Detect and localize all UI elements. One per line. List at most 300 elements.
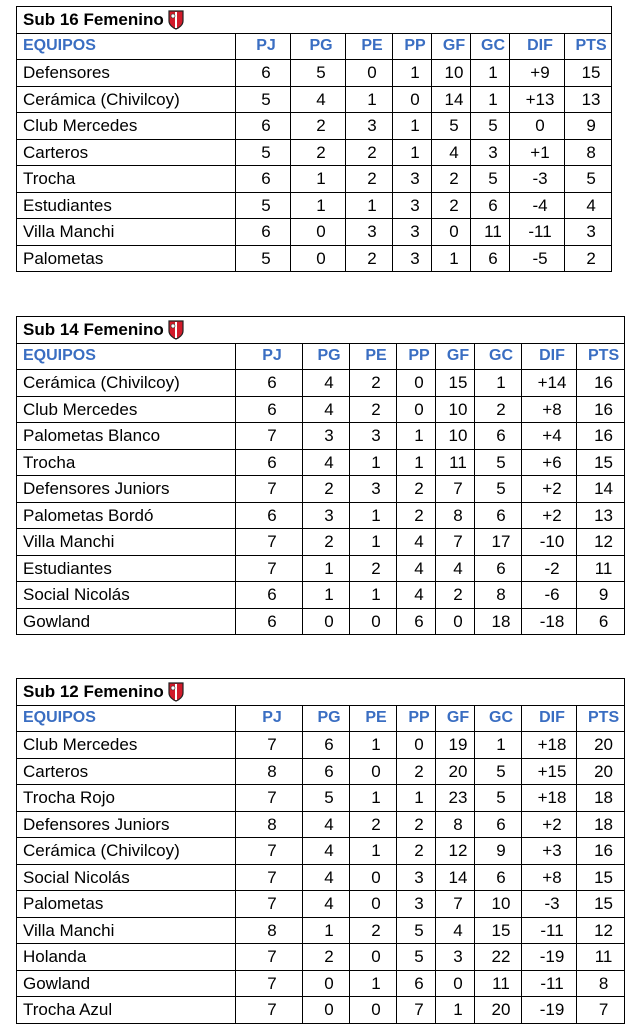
played: 7 bbox=[236, 944, 303, 971]
table-title-cell bbox=[17, 7, 612, 34]
goals-for: 2 bbox=[432, 166, 471, 193]
goal-diff: -19 bbox=[522, 997, 577, 1024]
col-header-gc: GC bbox=[471, 33, 510, 60]
played: 6 bbox=[236, 396, 303, 423]
col-header-pts: PTS bbox=[565, 33, 612, 60]
team-name: Villa Manchi bbox=[17, 917, 236, 944]
header-row bbox=[17, 705, 625, 732]
won: 2 bbox=[303, 529, 350, 556]
won: 1 bbox=[291, 192, 346, 219]
won: 2 bbox=[291, 113, 346, 140]
header-row-group bbox=[17, 705, 625, 732]
col-header-dif: DIF bbox=[510, 33, 565, 60]
team-name: Holanda bbox=[17, 944, 236, 971]
team-name: Defensores bbox=[17, 60, 236, 87]
won: 1 bbox=[303, 917, 350, 944]
points: 5 bbox=[565, 166, 612, 193]
played: 7 bbox=[236, 476, 303, 503]
drawn: 2 bbox=[350, 811, 397, 838]
col-header-pg: PG bbox=[291, 33, 346, 60]
goal-diff: -3 bbox=[510, 166, 565, 193]
goals-against: 2 bbox=[475, 396, 522, 423]
played: 7 bbox=[236, 970, 303, 997]
goal-diff: +18 bbox=[522, 732, 577, 759]
lost: 6 bbox=[397, 608, 436, 635]
col-header-pp: PP bbox=[397, 705, 436, 732]
team-name: Club Mercedes bbox=[17, 113, 236, 140]
drawn: 1 bbox=[346, 192, 393, 219]
won: 3 bbox=[303, 502, 350, 529]
won: 0 bbox=[303, 997, 350, 1024]
goal-diff: +9 bbox=[510, 60, 565, 87]
goals-against: 5 bbox=[475, 785, 522, 812]
table-body bbox=[17, 370, 625, 635]
team-name: Estudiantes bbox=[17, 555, 236, 582]
goals-for: 0 bbox=[436, 970, 475, 997]
lost: 1 bbox=[393, 60, 432, 87]
col-header-gf: GF bbox=[436, 343, 475, 370]
team-name: Palometas Bordó bbox=[17, 502, 236, 529]
goals-for: 10 bbox=[432, 60, 471, 87]
won: 4 bbox=[303, 811, 350, 838]
goal-diff: +2 bbox=[522, 502, 577, 529]
goals-against: 5 bbox=[475, 449, 522, 476]
goals-for: 12 bbox=[436, 838, 475, 865]
goals-against: 11 bbox=[471, 219, 510, 246]
goals-against: 17 bbox=[475, 529, 522, 556]
table-title-cell bbox=[17, 317, 625, 344]
lost: 3 bbox=[393, 245, 432, 272]
table-row bbox=[17, 785, 625, 812]
played: 7 bbox=[236, 423, 303, 450]
team-name: Social Nicolás bbox=[17, 582, 236, 609]
table-row bbox=[17, 245, 612, 272]
team-name: Villa Manchi bbox=[17, 529, 236, 556]
table-row bbox=[17, 864, 625, 891]
goals-for: 1 bbox=[436, 997, 475, 1024]
table-row bbox=[17, 944, 625, 971]
drawn: 1 bbox=[350, 838, 397, 865]
lost: 2 bbox=[397, 758, 436, 785]
drawn: 1 bbox=[350, 529, 397, 556]
goals-against: 11 bbox=[475, 970, 522, 997]
goals-against: 1 bbox=[471, 60, 510, 87]
points: 3 bbox=[565, 219, 612, 246]
points: 7 bbox=[577, 997, 625, 1024]
played: 6 bbox=[236, 502, 303, 529]
goals-against: 6 bbox=[471, 245, 510, 272]
col-header-gc: GC bbox=[475, 705, 522, 732]
goals-against: 6 bbox=[475, 864, 522, 891]
goals-for: 4 bbox=[436, 917, 475, 944]
table-row bbox=[17, 997, 625, 1024]
team-name: Gowland bbox=[17, 608, 236, 635]
drawn: 3 bbox=[346, 113, 393, 140]
team-name: Cerámica (Chivilcoy) bbox=[17, 838, 236, 865]
points: 6 bbox=[577, 608, 625, 635]
col-header-pg: PG bbox=[303, 343, 350, 370]
goal-diff: -11 bbox=[522, 917, 577, 944]
team-name: Palometas Blanco bbox=[17, 423, 236, 450]
played: 6 bbox=[236, 113, 291, 140]
goal-diff: -11 bbox=[522, 970, 577, 997]
drawn: 0 bbox=[350, 864, 397, 891]
table-row bbox=[17, 502, 625, 529]
goals-for: 0 bbox=[432, 219, 471, 246]
goals-against: 6 bbox=[475, 502, 522, 529]
col-header-dif: DIF bbox=[522, 343, 577, 370]
team-name: Defensores Juniors bbox=[17, 811, 236, 838]
played: 7 bbox=[236, 997, 303, 1024]
col-header-pts: PTS bbox=[577, 705, 625, 732]
goal-diff: +8 bbox=[522, 864, 577, 891]
goals-against: 20 bbox=[475, 997, 522, 1024]
goals-against: 15 bbox=[475, 917, 522, 944]
club-shield-icon bbox=[168, 682, 184, 702]
won: 5 bbox=[303, 785, 350, 812]
col-header-pp: PP bbox=[397, 343, 436, 370]
goals-for: 2 bbox=[436, 582, 475, 609]
lost: 7 bbox=[397, 997, 436, 1024]
lost: 0 bbox=[393, 86, 432, 113]
team-name: Social Nicolás bbox=[17, 864, 236, 891]
drawn: 3 bbox=[346, 219, 393, 246]
table-row bbox=[17, 166, 612, 193]
drawn: 2 bbox=[350, 555, 397, 582]
played: 7 bbox=[236, 891, 303, 918]
table-row bbox=[17, 139, 612, 166]
col-header-pe: PE bbox=[346, 33, 393, 60]
played: 6 bbox=[236, 60, 291, 87]
standings-table-sub12 bbox=[16, 678, 625, 1024]
played: 6 bbox=[236, 608, 303, 635]
goals-against: 10 bbox=[475, 891, 522, 918]
goal-diff: +2 bbox=[522, 476, 577, 503]
lost: 1 bbox=[393, 113, 432, 140]
drawn: 2 bbox=[350, 370, 397, 397]
drawn: 2 bbox=[350, 396, 397, 423]
lost: 3 bbox=[397, 891, 436, 918]
goals-for: 2 bbox=[432, 192, 471, 219]
won: 3 bbox=[303, 423, 350, 450]
played: 7 bbox=[236, 555, 303, 582]
team-name: Carteros bbox=[17, 758, 236, 785]
played: 5 bbox=[236, 139, 291, 166]
team-name: Cerámica (Chivilcoy) bbox=[17, 86, 236, 113]
standings-table-sub14 bbox=[16, 316, 625, 635]
points: 16 bbox=[577, 423, 625, 450]
points: 12 bbox=[577, 917, 625, 944]
won: 4 bbox=[303, 370, 350, 397]
goals-against: 22 bbox=[475, 944, 522, 971]
points: 9 bbox=[565, 113, 612, 140]
goal-diff: -19 bbox=[522, 944, 577, 971]
goals-for: 3 bbox=[436, 944, 475, 971]
drawn: 1 bbox=[350, 732, 397, 759]
team-name: Trocha Azul bbox=[17, 997, 236, 1024]
drawn: 0 bbox=[346, 60, 393, 87]
lost: 6 bbox=[397, 970, 436, 997]
lost: 3 bbox=[397, 864, 436, 891]
standings-table-sub16 bbox=[16, 6, 612, 272]
points: 16 bbox=[577, 838, 625, 865]
team-name: Trocha Rojo bbox=[17, 785, 236, 812]
table-title-cell bbox=[17, 679, 625, 706]
won: 6 bbox=[303, 758, 350, 785]
played: 7 bbox=[236, 864, 303, 891]
sub14-block bbox=[16, 316, 625, 635]
team-name: Gowland bbox=[17, 970, 236, 997]
lost: 1 bbox=[393, 139, 432, 166]
drawn: 0 bbox=[350, 758, 397, 785]
table-row bbox=[17, 86, 612, 113]
goals-against: 1 bbox=[471, 86, 510, 113]
points: 8 bbox=[577, 970, 625, 997]
sub12-block bbox=[16, 678, 625, 1024]
team-name: Palometas bbox=[17, 891, 236, 918]
played: 6 bbox=[236, 582, 303, 609]
points: 18 bbox=[577, 811, 625, 838]
goals-for: 7 bbox=[436, 476, 475, 503]
drawn: 1 bbox=[350, 582, 397, 609]
played: 7 bbox=[236, 732, 303, 759]
col-header-dif: DIF bbox=[522, 705, 577, 732]
played: 5 bbox=[236, 86, 291, 113]
table-body bbox=[17, 732, 625, 1024]
lost: 5 bbox=[397, 917, 436, 944]
played: 7 bbox=[236, 529, 303, 556]
drawn: 2 bbox=[350, 917, 397, 944]
goals-for: 10 bbox=[436, 423, 475, 450]
goal-diff: -3 bbox=[522, 891, 577, 918]
header-row-group bbox=[17, 343, 625, 370]
points: 20 bbox=[577, 758, 625, 785]
table-row bbox=[17, 555, 625, 582]
played: 5 bbox=[236, 245, 291, 272]
lost: 4 bbox=[397, 555, 436, 582]
played: 7 bbox=[236, 785, 303, 812]
col-header-pj: PJ bbox=[236, 705, 303, 732]
goals-for: 1 bbox=[432, 245, 471, 272]
points: 14 bbox=[577, 476, 625, 503]
goals-for: 19 bbox=[436, 732, 475, 759]
won: 1 bbox=[303, 582, 350, 609]
goal-diff: -2 bbox=[522, 555, 577, 582]
goals-for: 7 bbox=[436, 529, 475, 556]
played: 8 bbox=[236, 811, 303, 838]
played: 8 bbox=[236, 758, 303, 785]
team-name: Estudiantes bbox=[17, 192, 236, 219]
team-name: Cerámica (Chivilcoy) bbox=[17, 370, 236, 397]
table-title-row bbox=[17, 7, 612, 34]
table-row bbox=[17, 423, 625, 450]
lost: 2 bbox=[397, 838, 436, 865]
goal-diff: +13 bbox=[510, 86, 565, 113]
points: 18 bbox=[577, 785, 625, 812]
played: 6 bbox=[236, 219, 291, 246]
goals-for: 4 bbox=[432, 139, 471, 166]
goal-diff: -6 bbox=[522, 582, 577, 609]
lost: 0 bbox=[397, 732, 436, 759]
table-row bbox=[17, 476, 625, 503]
drawn: 2 bbox=[346, 166, 393, 193]
points: 16 bbox=[577, 396, 625, 423]
goals-for: 20 bbox=[436, 758, 475, 785]
points: 15 bbox=[577, 864, 625, 891]
won: 5 bbox=[291, 60, 346, 87]
table-row bbox=[17, 370, 625, 397]
table-row bbox=[17, 838, 625, 865]
goals-for: 14 bbox=[436, 864, 475, 891]
col-header-equipos: EQUIPOS bbox=[17, 705, 236, 732]
col-header-gc: GC bbox=[475, 343, 522, 370]
goal-diff: +3 bbox=[522, 838, 577, 865]
points: 13 bbox=[565, 86, 612, 113]
sub16-block bbox=[16, 6, 612, 272]
played: 7 bbox=[236, 838, 303, 865]
lost: 3 bbox=[393, 219, 432, 246]
won: 4 bbox=[303, 449, 350, 476]
drawn: 2 bbox=[346, 245, 393, 272]
played: 5 bbox=[236, 192, 291, 219]
drawn: 0 bbox=[350, 891, 397, 918]
lost: 2 bbox=[397, 502, 436, 529]
team-name: Palometas bbox=[17, 245, 236, 272]
goals-against: 6 bbox=[475, 811, 522, 838]
played: 6 bbox=[236, 449, 303, 476]
table-title: Sub 14 Femenino bbox=[23, 320, 164, 340]
table-row bbox=[17, 192, 612, 219]
points: 2 bbox=[565, 245, 612, 272]
goal-diff: -5 bbox=[510, 245, 565, 272]
goal-diff: +4 bbox=[522, 423, 577, 450]
played: 6 bbox=[236, 166, 291, 193]
lost: 1 bbox=[397, 785, 436, 812]
points: 15 bbox=[577, 449, 625, 476]
drawn: 1 bbox=[350, 502, 397, 529]
col-header-pe: PE bbox=[350, 705, 397, 732]
goal-diff: +14 bbox=[522, 370, 577, 397]
goals-for: 4 bbox=[436, 555, 475, 582]
goals-against: 5 bbox=[475, 476, 522, 503]
lost: 3 bbox=[393, 166, 432, 193]
goal-diff: +1 bbox=[510, 139, 565, 166]
goals-for: 14 bbox=[432, 86, 471, 113]
table-body bbox=[17, 60, 612, 272]
goals-against: 18 bbox=[475, 608, 522, 635]
won: 0 bbox=[291, 219, 346, 246]
table-row bbox=[17, 970, 625, 997]
club-shield-icon bbox=[168, 10, 184, 30]
goals-against: 6 bbox=[475, 423, 522, 450]
team-name: Villa Manchi bbox=[17, 219, 236, 246]
table-row bbox=[17, 60, 612, 87]
col-header-gf: GF bbox=[432, 33, 471, 60]
lost: 0 bbox=[397, 396, 436, 423]
table-title-row bbox=[17, 679, 625, 706]
table-row bbox=[17, 891, 625, 918]
goals-for: 23 bbox=[436, 785, 475, 812]
header-row bbox=[17, 343, 625, 370]
goal-diff: +15 bbox=[522, 758, 577, 785]
table-title: Sub 12 Femenino bbox=[23, 682, 164, 702]
points: 20 bbox=[577, 732, 625, 759]
lost: 4 bbox=[397, 529, 436, 556]
points: 15 bbox=[577, 891, 625, 918]
goals-against: 6 bbox=[475, 555, 522, 582]
table-row bbox=[17, 608, 625, 635]
points: 13 bbox=[577, 502, 625, 529]
drawn: 1 bbox=[350, 785, 397, 812]
col-header-pp: PP bbox=[393, 33, 432, 60]
goals-for: 10 bbox=[436, 396, 475, 423]
club-shield-icon bbox=[168, 320, 184, 340]
won: 0 bbox=[303, 970, 350, 997]
goal-diff: +18 bbox=[522, 785, 577, 812]
goal-diff: -10 bbox=[522, 529, 577, 556]
lost: 0 bbox=[397, 370, 436, 397]
table-title-row bbox=[17, 317, 625, 344]
team-name: Trocha bbox=[17, 166, 236, 193]
team-name: Club Mercedes bbox=[17, 732, 236, 759]
points: 8 bbox=[565, 139, 612, 166]
lost: 4 bbox=[397, 582, 436, 609]
col-header-gf: GF bbox=[436, 705, 475, 732]
drawn: 1 bbox=[346, 86, 393, 113]
lost: 5 bbox=[397, 944, 436, 971]
col-header-pj: PJ bbox=[236, 343, 303, 370]
col-header-pg: PG bbox=[303, 705, 350, 732]
goals-for: 5 bbox=[432, 113, 471, 140]
won: 2 bbox=[303, 944, 350, 971]
goals-against: 8 bbox=[475, 582, 522, 609]
table-title: Sub 16 Femenino bbox=[23, 10, 164, 30]
goals-against: 9 bbox=[475, 838, 522, 865]
points: 16 bbox=[577, 370, 625, 397]
col-header-pts: PTS bbox=[577, 343, 625, 370]
table-row bbox=[17, 396, 625, 423]
goal-diff: -11 bbox=[510, 219, 565, 246]
played: 6 bbox=[236, 370, 303, 397]
goals-for: 11 bbox=[436, 449, 475, 476]
goals-against: 6 bbox=[471, 192, 510, 219]
goal-diff: -4 bbox=[510, 192, 565, 219]
goals-against: 1 bbox=[475, 370, 522, 397]
goals-for: 15 bbox=[436, 370, 475, 397]
drawn: 1 bbox=[350, 970, 397, 997]
table-row bbox=[17, 917, 625, 944]
table-row bbox=[17, 529, 625, 556]
drawn: 3 bbox=[350, 423, 397, 450]
drawn: 0 bbox=[350, 608, 397, 635]
col-header-pe: PE bbox=[350, 343, 397, 370]
table-row bbox=[17, 811, 625, 838]
col-header-equipos: EQUIPOS bbox=[17, 343, 236, 370]
col-header-equipos: EQUIPOS bbox=[17, 33, 236, 60]
won: 4 bbox=[303, 864, 350, 891]
drawn: 1 bbox=[350, 449, 397, 476]
goal-diff: 0 bbox=[510, 113, 565, 140]
goals-for: 8 bbox=[436, 811, 475, 838]
goals-against: 3 bbox=[471, 139, 510, 166]
goals-against: 5 bbox=[475, 758, 522, 785]
points: 12 bbox=[577, 529, 625, 556]
goal-diff: -18 bbox=[522, 608, 577, 635]
lost: 1 bbox=[397, 449, 436, 476]
goal-diff: +2 bbox=[522, 811, 577, 838]
lost: 2 bbox=[397, 811, 436, 838]
points: 9 bbox=[577, 582, 625, 609]
